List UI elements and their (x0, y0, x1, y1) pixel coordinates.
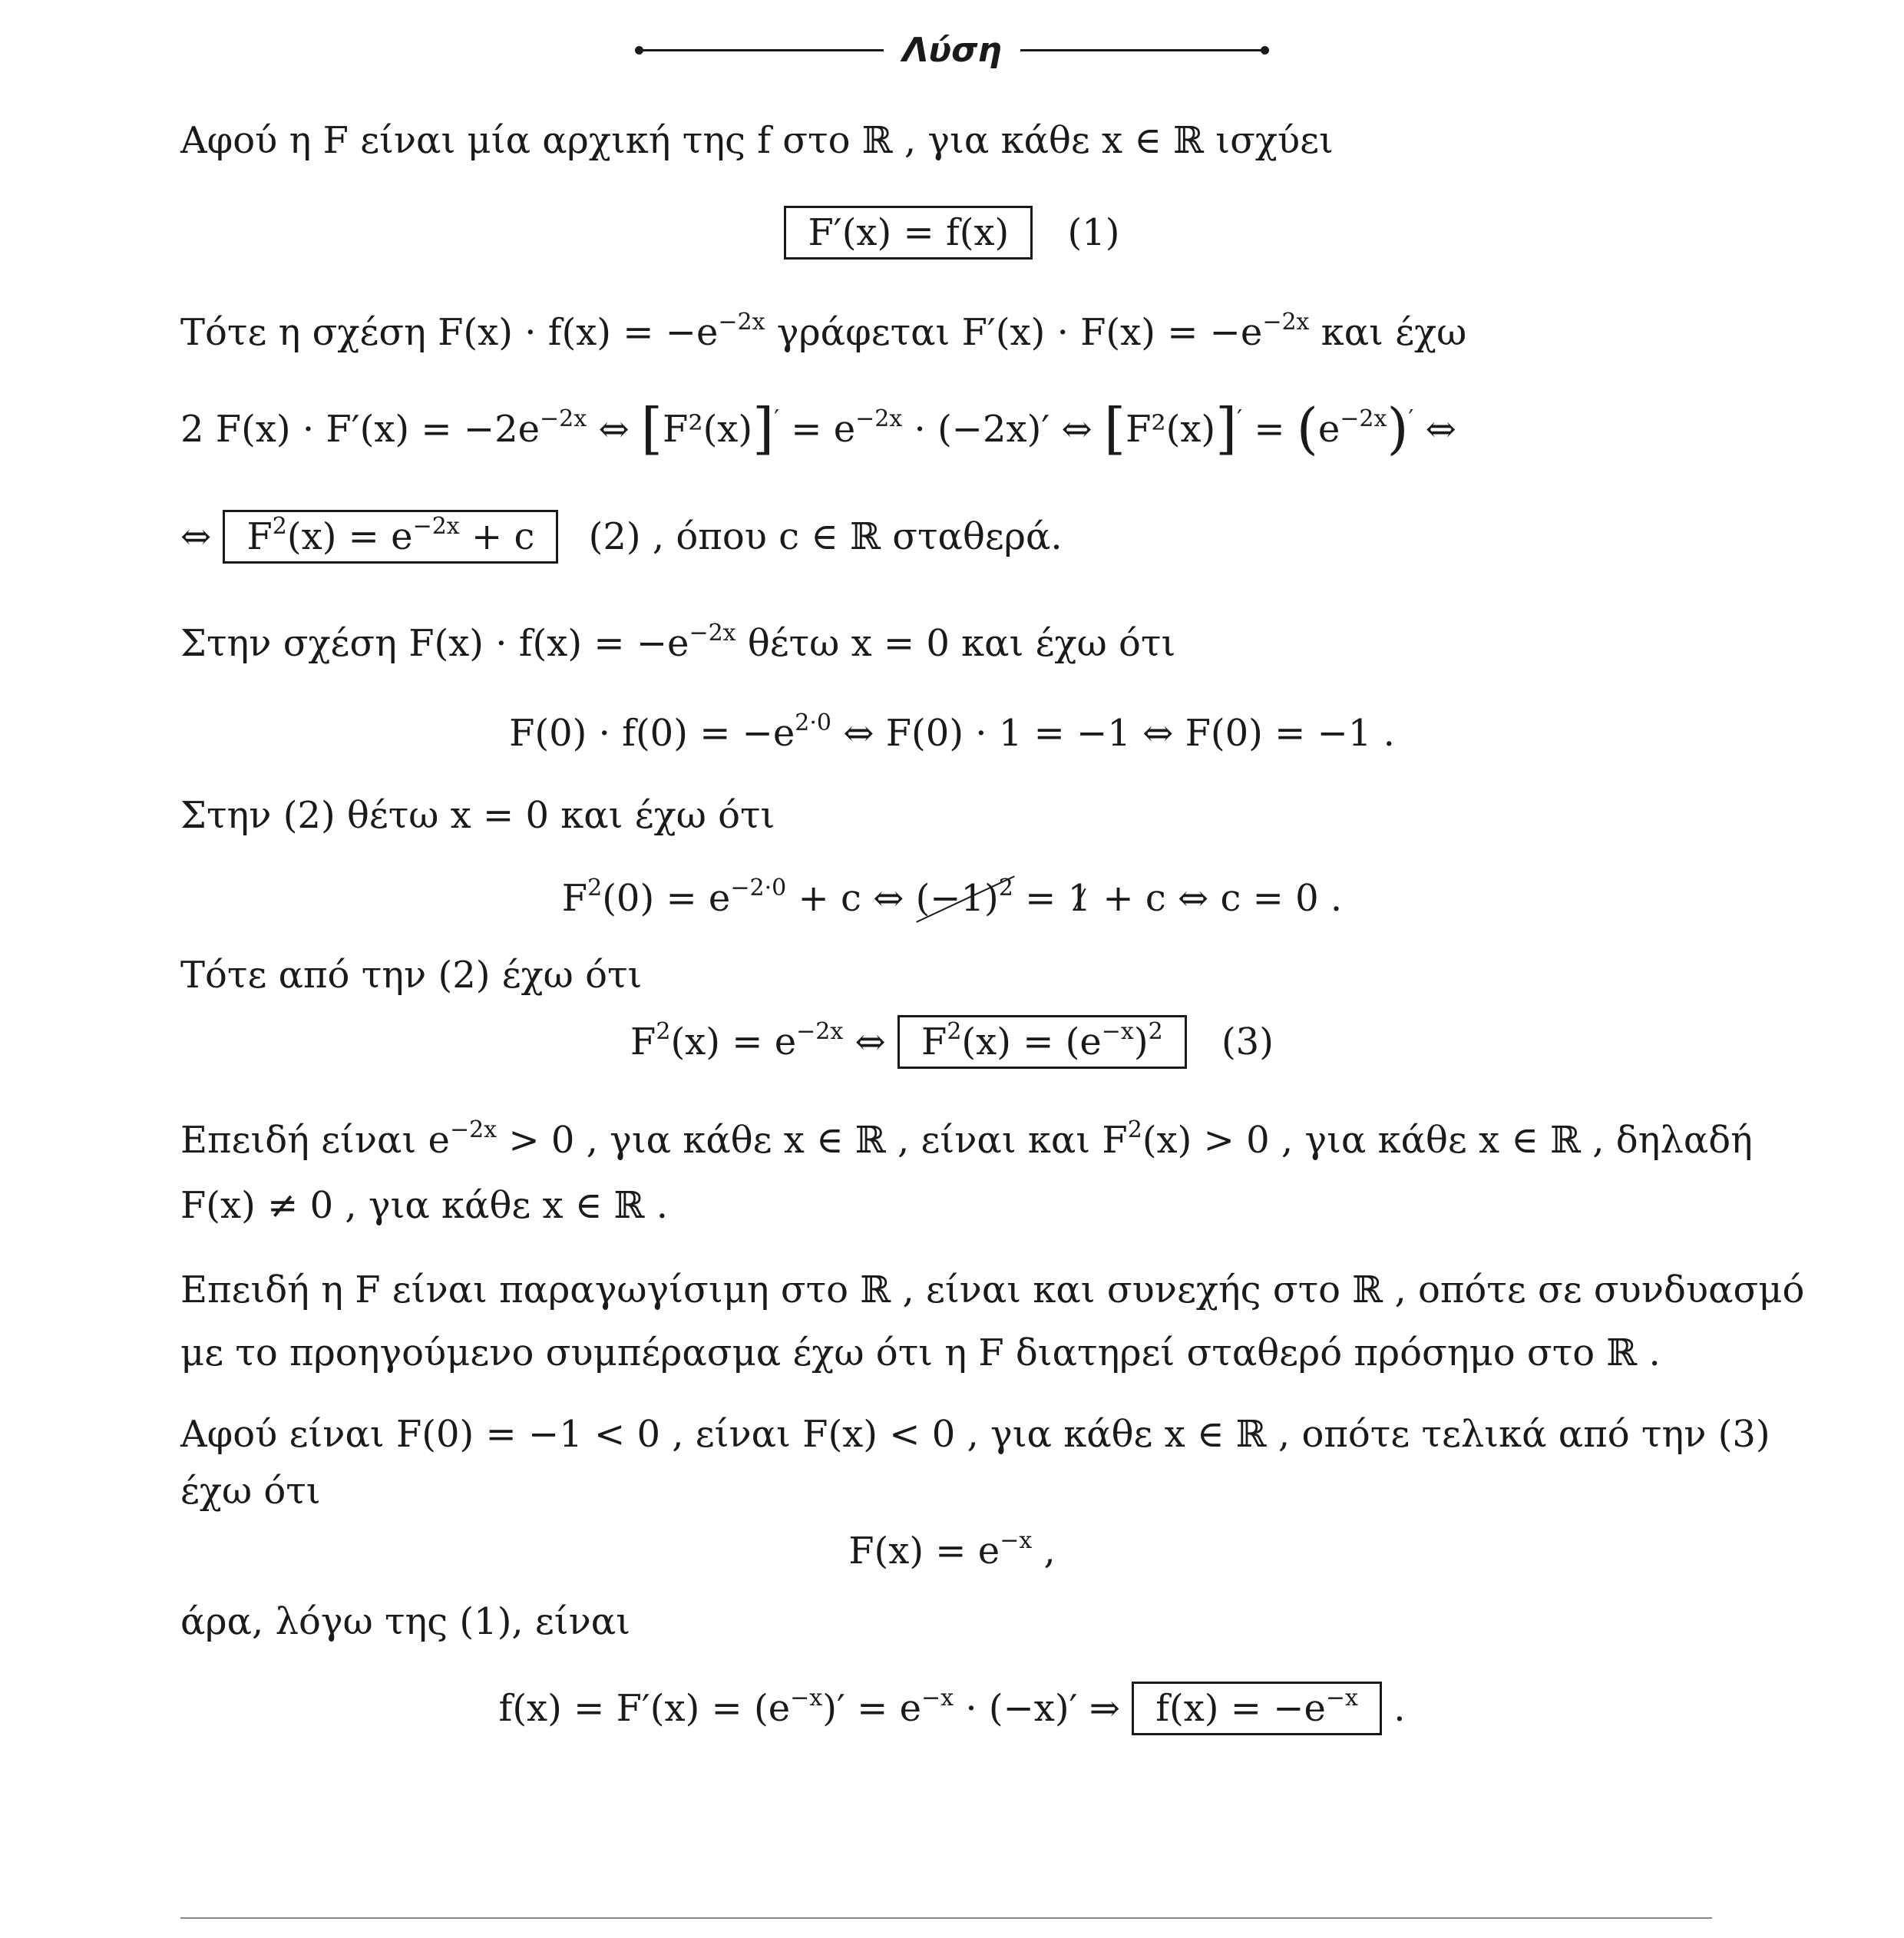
equation-tag: (3) (1221, 1020, 1274, 1063)
boxed-equation: $f(x) = -e^{-x}$ (1132, 1682, 1382, 1735)
equation-line: 2 $F(x) \cdot F'(x) = -2e^{-2x}$ ⇔ $[F^2(x)]' = e^{-2x} \cdot (-2x)'$ ⇔ $[F^2(x)]' = (e^{-2x})'$ ⇔ (180, 396, 1456, 461)
text-line: Στην σχέση $F(x) \cdot f(x) = -e^{-2x}$ θέτω x = 0 και έχω ότι (180, 620, 1176, 665)
final-equation: $f(x) = F'(x) = (e^{-x})' = e^{-x} \cdot (-x)'$ ⇒ $f(x) = -e^{-x}$ . (0, 1682, 1904, 1735)
text-line: F(x) ≠ 0 , για κάθε x ∈ ℝ . (180, 1184, 669, 1227)
text-line: έχω ότι (180, 1470, 321, 1513)
text-line: Στην (2) θέτω x = 0 και έχω ότι (180, 794, 775, 837)
boxed-equation: $F^2(x) = (e^{-x})^2$ (897, 1015, 1187, 1069)
solution-heading: Λύση (902, 31, 1002, 70)
boxed-equation: F′(x) = f(x) (784, 206, 1033, 260)
solution-heading-row (0, 31, 1904, 70)
cancelled-term: 1 (1067, 877, 1092, 920)
heading-rule-left (638, 49, 884, 51)
equation-line: $F(x) = e^{-x}$ , (848, 1527, 1056, 1573)
boxed-equation: $F^2(x) = e^{-2x} + c$ (223, 510, 558, 564)
equation-tag: (1) (1067, 211, 1120, 254)
text-line: με το προηγούμενο συμπέρασμα έχω ότι η F διατηρεί σταθερό πρόσημο στο ℝ . (180, 1331, 1661, 1374)
text-line: Αφού είναι F(0) = −1 < 0 , είναι F(x) < 0 , για κάθε x ∈ ℝ , οπότε τελικά από την (3) (180, 1413, 1770, 1456)
text-line: Αφού η F είναι μία αρχική της f στο ℝ , για κάθε x ∈ ℝ ισχύει (180, 119, 1334, 162)
text-line: Επειδή η F είναι παραγωγίσιμη στο ℝ , είναι και συνεχής στο ℝ , οπότε σε συνδυασμό (180, 1268, 1805, 1311)
text-line: Τότε από την (2) έχω ότι (180, 954, 643, 997)
equation-2: ⇔ $F^2(x) = e^{-2x} + c$ (2) , όπου c ∈ ℝ σταθερά. (180, 510, 1063, 564)
text-line: άρα, λόγω της (1), είναι (180, 1600, 631, 1643)
text-line: Τότε η σχέση $F(x) \cdot f(x) = -e^{-2x}$ γράφεται $F'(x) \cdot F(x) = -e^{-2x}$ και έχω (180, 309, 1467, 354)
footer-rule (180, 1917, 1712, 1919)
text-line: Επειδή είναι $e^{-2x} > 0$ , για κάθε x ∈ ℝ , είναι και $F^2(x) > 0$ , για κάθε x ∈ ℝ , δηλαδή (180, 1116, 1753, 1162)
equation-1 (0, 206, 1904, 260)
heading-rule-right (1020, 49, 1266, 51)
equation-3: $F^2(x) = e^{-2x}$ ⇔ $F^2(x) = (e^{-x})^2$ (3) (0, 1015, 1904, 1069)
equation-line: $F^2(0) = e^{-2\cdot 0} + c$ ⇔ $(-1)^2 = 1 + c$ ⇔ c = 0 . (561, 875, 1343, 920)
cancelled-term: $(-1)^2$ (915, 875, 1013, 920)
equation-line: $F(0) \cdot f(0) = -e^{2\cdot 0}$ ⇔ F(0) · 1 = −1 ⇔ F(0) = −1 . (509, 709, 1395, 755)
